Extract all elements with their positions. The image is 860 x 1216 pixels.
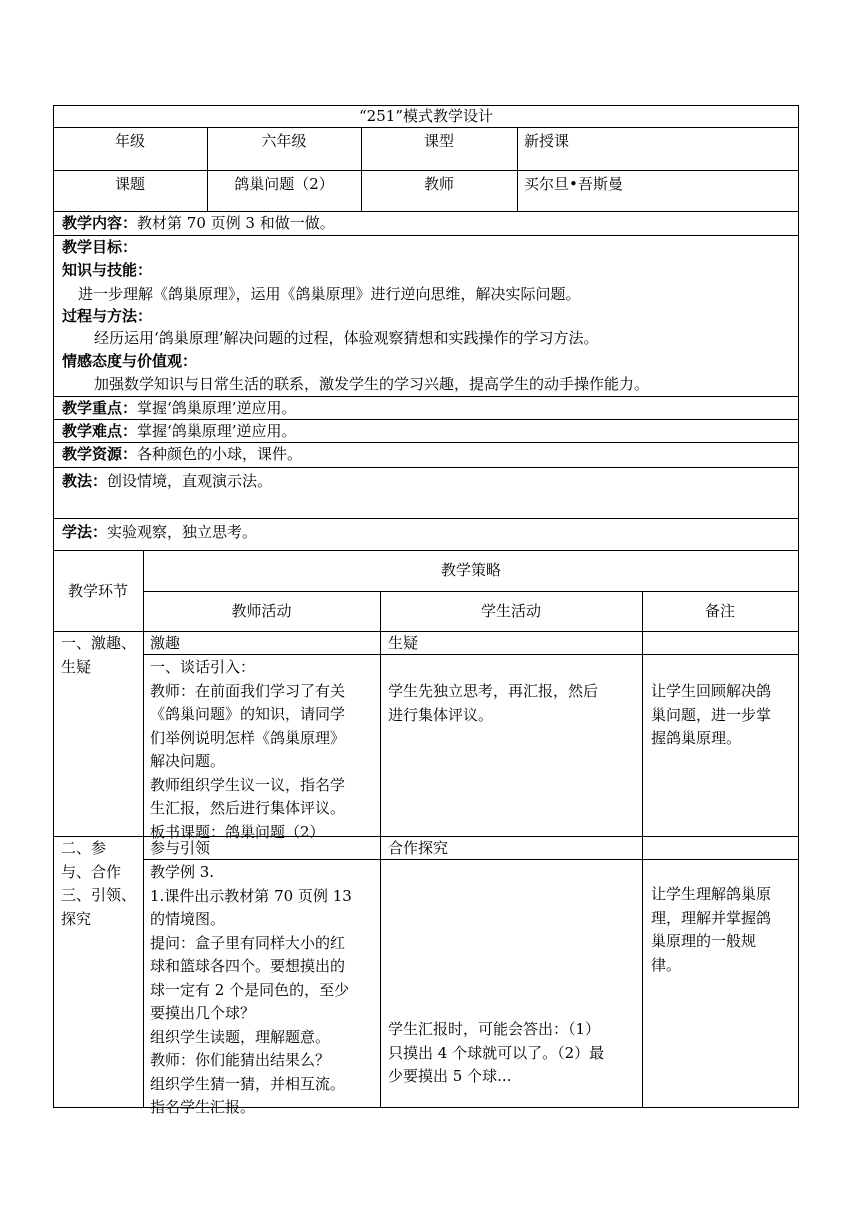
text-line: 让学生回顾解决鸽 — [651, 682, 772, 700]
stage-line: 探究 — [61, 909, 92, 928]
topic-label: 课题 — [114, 175, 145, 193]
resources-text: 各种颜色的小球，课件。 — [137, 445, 303, 463]
key-point-text: 掌握‘鸽巢原理’逆应用。 — [137, 399, 297, 417]
section-1-stage — [61, 632, 141, 679]
table-border-left — [53, 105, 54, 1108]
text-line: 板书课题：鸽巢问题（2） — [150, 822, 325, 841]
rule — [642, 591, 643, 1107]
resources-row — [62, 443, 302, 465]
text-line: 要摸出几个球？ — [150, 1004, 256, 1022]
stage-line: 三、引领、 — [61, 886, 137, 904]
knowledge-label: 知识与技能： — [62, 261, 153, 279]
notes-header: 备注 — [704, 602, 735, 620]
content-label: 教学内容： — [62, 214, 138, 232]
difficulty-label: 教学难点： — [62, 422, 138, 440]
text-line: 们举例说明怎样《鸽巢原理》 — [150, 728, 346, 747]
topic-value: 鸽巢问题（2） — [234, 175, 334, 193]
section-1-notes — [651, 680, 796, 751]
section-2-student-sub: 合作探究 — [388, 839, 449, 857]
rule — [53, 467, 799, 468]
section-2-teacher-activity — [150, 861, 380, 1120]
text-line: 指名学生汇报。 — [150, 1098, 256, 1116]
text-line: 理，理解并掌握鸽 — [651, 908, 772, 927]
text-line: 教学例 3. — [150, 863, 215, 881]
text-line: 球和篮球各四个。要想摸出的 — [150, 957, 346, 975]
rule — [143, 591, 799, 592]
key-point-label: 教学重点： — [62, 399, 138, 417]
difficulty-text: 掌握‘鸽巢原理’逆应用。 — [137, 422, 297, 440]
text-line: 教师组织学生议一议，指名学 — [150, 775, 346, 794]
page-title: “251”模式教学设计 — [359, 107, 493, 125]
rule — [53, 550, 799, 551]
knowledge-text: 进一步理解《鸽巢原理》，运用《鸽巢原理》进行逆向思维，解决实际问题。 — [78, 285, 581, 303]
teacher-label: 教师 — [423, 175, 454, 193]
text-line: 提问：盒子里有同样大小的红 — [150, 933, 346, 952]
text-line: 《鸽巢问题》的知识，请同学 — [150, 705, 346, 723]
section-2-notes — [651, 883, 796, 977]
section-2-teacher-sub: 参与引领 — [150, 839, 211, 857]
learning-row — [62, 521, 257, 543]
rule — [380, 591, 381, 1107]
goals-label: 教学目标： — [62, 238, 138, 256]
process-text: 经历运用‘鸽巢原理’解决问题的过程，体验观察猜想和实践操作的学习方法。 — [94, 329, 599, 347]
method-row — [62, 470, 272, 492]
process-label: 过程与方法： — [62, 307, 153, 325]
difficulty-row — [62, 420, 297, 442]
text-line: 教师：你们能猜出结果么？ — [150, 1051, 331, 1069]
text-line: 生汇报，然后进行集体评议。 — [150, 799, 346, 817]
content-text: 教材第 70 页例 3 和做一做。 — [137, 214, 335, 232]
rule — [517, 127, 518, 211]
rule — [53, 235, 799, 236]
text-line: 巢问题，进一步掌 — [651, 705, 772, 724]
section-2-stage — [61, 837, 141, 931]
text-line: 一、谈话引入： — [150, 658, 256, 676]
text-line: 只摸出 4 个球就可以了。（2）最 — [388, 1043, 605, 1062]
teacher-activity-header: 教师活动 — [231, 602, 292, 620]
grade-value: 六年级 — [261, 132, 307, 150]
stage-line: 与、合作 — [61, 862, 122, 881]
text-line: 组织学生读题，理解题意。 — [150, 1027, 331, 1046]
key-point-row — [62, 397, 297, 419]
text-line: 进行集体评议。 — [388, 705, 494, 724]
strategy-header: 教学策略 — [440, 561, 501, 579]
attitude-label: 情感态度与价值观： — [62, 352, 198, 370]
text-line: 1.课件出示教材第 70 页例 13 — [150, 886, 352, 905]
text-line: 握鸽巢原理。 — [651, 729, 742, 747]
rule — [143, 859, 799, 860]
student-activity-header: 学生活动 — [480, 602, 541, 620]
learning-label: 学法： — [62, 523, 108, 541]
stage-line: 一、激趣、 — [61, 634, 137, 652]
rule — [143, 550, 144, 1107]
rule — [143, 654, 799, 655]
table-border-right — [798, 105, 799, 1108]
rule — [53, 127, 799, 128]
stage-line: 二、参 — [61, 839, 107, 857]
resources-label: 教学资源： — [62, 445, 138, 463]
attitude-text: 加强数学知识与日常生活的联系，激发学生的学习兴趣，提高学生的动手操作能力。 — [94, 375, 650, 393]
text-line: 少要摸出 5 个球... — [388, 1067, 512, 1085]
text-line: 的情境图。 — [150, 910, 226, 928]
content-row — [62, 212, 335, 234]
section-1-student-sub: 生疑 — [388, 634, 419, 652]
section-1-teacher-activity — [150, 656, 380, 844]
text-line: 球一定有 2 个是同色的，至少 — [150, 980, 350, 999]
type-value: 新授课 — [524, 132, 570, 150]
section-2-student-activity — [388, 1018, 640, 1089]
method-label: 教法： — [62, 472, 108, 490]
text-line: 学生先独立思考，再汇报，然后 — [388, 682, 599, 700]
stage-line: 生疑 — [61, 657, 92, 676]
text-line: 律。 — [651, 955, 682, 974]
text-line: 解决问题。 — [150, 752, 226, 770]
section-1-teacher-sub: 激趣 — [150, 634, 181, 652]
rule — [53, 170, 799, 171]
section-1-student-activity — [388, 680, 640, 727]
stage-header: 教学环节 — [67, 582, 128, 600]
text-line: 教师：在前面我们学习了有关 — [150, 681, 346, 700]
teacher-value: 买尔旦•吾斯曼 — [524, 175, 623, 193]
type-label: 课型 — [423, 132, 454, 150]
method-text: 创设情境，直观演示法。 — [107, 472, 273, 490]
rule — [53, 518, 799, 519]
text-line: 组织学生猜一猜，并相互流。 — [150, 1074, 346, 1093]
text-line: 学生汇报时，可能会答出：（1） — [388, 1020, 601, 1038]
learning-text: 实验观察，独立思考。 — [107, 523, 258, 541]
text-line: 让学生理解鸽巢原 — [651, 885, 772, 903]
text-line: 巢原理的一般规 — [651, 932, 757, 950]
grade-label: 年级 — [114, 132, 145, 150]
